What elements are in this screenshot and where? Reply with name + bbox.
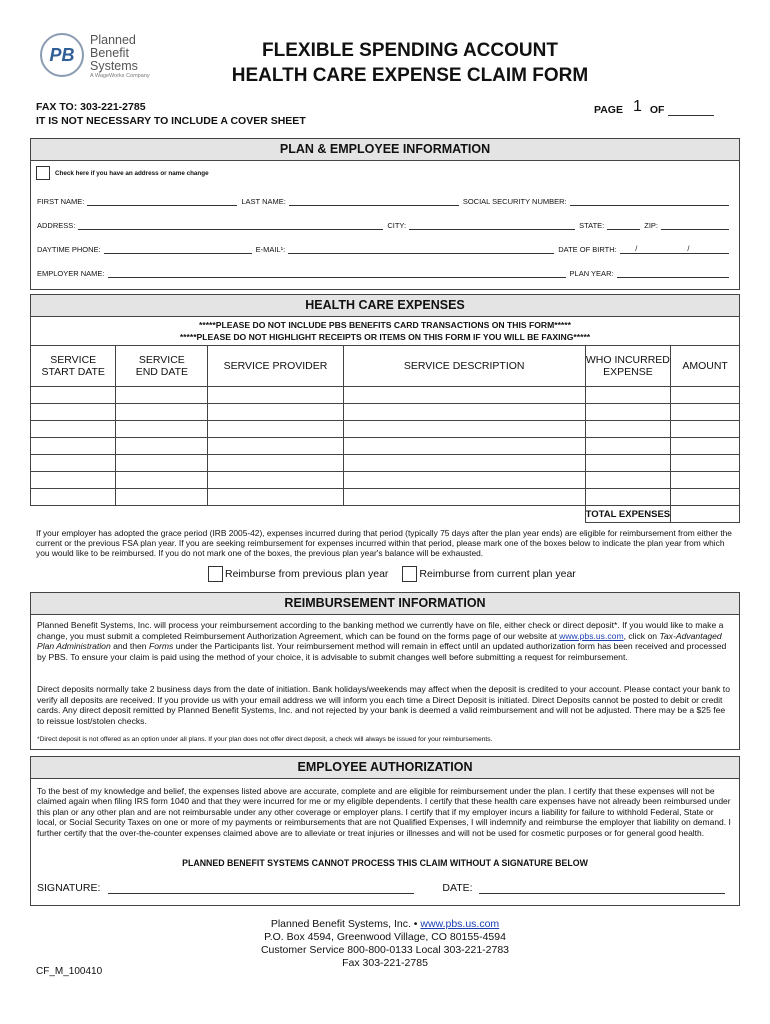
expense-cell-description[interactable] bbox=[343, 455, 585, 472]
signature-date-field[interactable] bbox=[479, 881, 725, 894]
expense-cell-description[interactable] bbox=[343, 404, 585, 421]
state-label: STATE: bbox=[579, 221, 605, 230]
ssn-field[interactable] bbox=[570, 196, 729, 206]
total-spacer bbox=[31, 506, 586, 523]
col-who-incurred bbox=[585, 346, 670, 387]
footer-fax: Fax 303-221-2785 bbox=[342, 957, 428, 969]
plan-year-label: PLAN YEAR: bbox=[569, 269, 614, 278]
phone-field[interactable] bbox=[104, 244, 252, 254]
expense-cell-service-end[interactable] bbox=[116, 421, 208, 438]
expense-cell-description[interactable] bbox=[343, 438, 585, 455]
col-service-start bbox=[31, 346, 116, 387]
first-name-field[interactable] bbox=[87, 196, 237, 206]
footer-company: Planned Benefit Systems, Inc. • bbox=[270, 918, 421, 930]
expense-row bbox=[31, 421, 740, 438]
form-title bbox=[150, 38, 670, 88]
name-change-row bbox=[36, 166, 209, 180]
footer-website-link[interactable]: www.pbs.us.com bbox=[420, 918, 500, 930]
email-label: E-MAIL¹: bbox=[255, 245, 286, 254]
col-amount: AMOUNT bbox=[671, 346, 740, 387]
expense-cell-who-incurred[interactable] bbox=[585, 404, 670, 421]
col-who-incurred-line1: WHO INCURRED bbox=[585, 354, 670, 366]
plan-employee-section bbox=[30, 138, 740, 290]
page-of-label: OF bbox=[649, 104, 665, 116]
phone-label: DAYTIME PHONE: bbox=[37, 245, 101, 254]
footer-contact bbox=[150, 918, 620, 970]
reimbursement-p1-d: under the Participants list. Your reimbursement method will remain in effect until an updated authorization form has been received and processed by PBS. To ensure your claim is paid using the method of your choice, it is advisable to submit changes well before submitting a request for reimbursement. bbox=[37, 641, 727, 662]
state-field[interactable] bbox=[607, 220, 640, 230]
signature-field[interactable] bbox=[108, 881, 414, 894]
expense-cell-service-end[interactable] bbox=[116, 489, 208, 506]
expense-cell-amount[interactable] bbox=[671, 421, 740, 438]
col-who-incurred-line2: EXPENSE bbox=[603, 366, 653, 378]
current-year-checkbox[interactable] bbox=[402, 566, 417, 582]
expense-cell-who-incurred[interactable] bbox=[585, 472, 670, 489]
expense-cell-amount[interactable] bbox=[671, 387, 740, 404]
date-label: DATE: bbox=[442, 882, 473, 894]
authorization-heading: EMPLOYEE AUTHORIZATION bbox=[31, 757, 739, 779]
signature-label: SIGNATURE: bbox=[37, 882, 101, 894]
col-service-end bbox=[116, 346, 208, 387]
reimbursement-p1-forms: Forms bbox=[148, 641, 174, 651]
expense-row bbox=[31, 489, 740, 506]
expense-cell-service-end[interactable] bbox=[116, 438, 208, 455]
footer-customer-service: Customer Service 800-800-0133 Local 303-221-2783 bbox=[260, 944, 510, 956]
contact-row bbox=[37, 244, 733, 254]
last-name-field[interactable] bbox=[289, 196, 459, 206]
reimbursement-heading: REIMBURSEMENT INFORMATION bbox=[31, 593, 739, 615]
expense-row bbox=[31, 387, 740, 404]
expense-cell-who-incurred[interactable] bbox=[585, 421, 670, 438]
reimbursement-paragraph-2: Direct deposits normally take 2 business days from the date of initiation. Bank holidays/weekends may affect when the deposit is credited to your account. Please contact your bank to verify all deposits are received. If you provide us with your email address we will inform you each time a Direct Deposit is initiated. Direct Deposits cannot be posted to debit or credit cards. Any direct deposit remitted by Planned Benefit Systems, Inc. and not rejected by your bank is deemed a valid reimbursement and will not be adjusted. There may be a $25 fee to reissue lost/stolen checks. bbox=[37, 684, 730, 726]
expense-cell-provider[interactable] bbox=[208, 472, 344, 489]
warning-highlight: *****PLEASE DO NOT HIGHLIGHT RECEIPTS OR ITEMS ON THIS FORM IF YOU WILL BE FAXING***** bbox=[179, 332, 591, 342]
zip-label: ZIP: bbox=[644, 221, 659, 230]
expense-cell-who-incurred[interactable] bbox=[585, 387, 670, 404]
expenses-table bbox=[30, 345, 740, 523]
cover-sheet-note: IT IS NOT NECESSARY TO INCLUDE A COVER SHEET bbox=[36, 115, 306, 127]
expenses-header-row bbox=[31, 346, 740, 387]
warning-benefits-card: *****PLEASE DO NOT INCLUDE PBS BENEFITS CARD TRANSACTIONS ON THIS FORM***** bbox=[199, 320, 571, 330]
expenses-section bbox=[30, 294, 740, 346]
expense-cell-service-start[interactable] bbox=[31, 438, 116, 455]
expense-row bbox=[31, 404, 740, 421]
reimbursement-p1-tax-plan: Tax-Advantaged Plan Administration bbox=[37, 630, 722, 651]
expense-cell-service-start[interactable] bbox=[31, 455, 116, 472]
email-field[interactable] bbox=[288, 244, 554, 254]
expense-cell-amount[interactable] bbox=[671, 404, 740, 421]
reimbursement-p1-b: , click on bbox=[623, 630, 660, 641]
first-name-label: FIRST NAME: bbox=[37, 197, 85, 206]
direct-deposit-note: *Direct deposit is not offered as an option under all plans. If your plan does not offer direct deposit, a check will always be issued for your reimbursements. bbox=[37, 736, 493, 743]
signature-row bbox=[37, 881, 725, 894]
dob-field[interactable]: / / bbox=[620, 244, 729, 254]
fax-info bbox=[36, 100, 306, 128]
page-label: PAGE bbox=[594, 104, 623, 116]
logo-mark: PB bbox=[40, 33, 84, 77]
expense-cell-amount[interactable] bbox=[671, 489, 740, 506]
address-row bbox=[37, 220, 733, 230]
title-line1: FLEXIBLE SPENDING ACCOUNT bbox=[262, 40, 558, 61]
employer-row bbox=[37, 268, 733, 278]
previous-year-label: Reimburse from previous plan year bbox=[225, 568, 389, 580]
name-change-label: Check here if you have an address or name change bbox=[55, 169, 209, 177]
expense-cell-service-start[interactable] bbox=[31, 489, 116, 506]
reimbursement-section bbox=[30, 592, 740, 750]
col-service-end-line2: END DATE bbox=[135, 366, 189, 378]
fax-number: FAX TO: 303-221-2785 bbox=[36, 101, 146, 113]
expense-cell-description[interactable] bbox=[343, 472, 585, 489]
signature-warning: PLANNED BENEFIT SYSTEMS CANNOT PROCESS THIS CLAIM WITHOUT A SIGNATURE BELOW bbox=[182, 858, 588, 868]
expense-row bbox=[31, 438, 740, 455]
expense-row bbox=[31, 455, 740, 472]
expense-cell-amount[interactable] bbox=[671, 472, 740, 489]
expense-cell-provider[interactable] bbox=[208, 489, 344, 506]
logo-name bbox=[90, 34, 138, 73]
last-name-label: LAST NAME: bbox=[241, 197, 286, 206]
expense-cell-who-incurred[interactable] bbox=[585, 489, 670, 506]
expense-cell-description[interactable] bbox=[343, 387, 585, 404]
page-number: 1 bbox=[632, 98, 642, 115]
page-counter bbox=[594, 98, 714, 116]
plan-year-options bbox=[208, 566, 576, 582]
logo-name-line2: Benefit bbox=[90, 46, 129, 60]
form-code: CF_M_100410 bbox=[36, 966, 103, 977]
title-line2: HEALTH CARE EXPENSE CLAIM FORM bbox=[231, 65, 589, 86]
expense-cell-service-end[interactable] bbox=[116, 455, 208, 472]
col-service-description: SERVICE DESCRIPTION bbox=[343, 346, 585, 387]
zip-field[interactable] bbox=[661, 220, 729, 230]
authorization-text: To the best of my knowledge and belief, the expenses listed above are accurate, complete and are eligible for reimbursement under the plan. I certify that these expenses will not be claimed again when filing IRS form 1040 and that they were incurred for me or my eligible dependents. I certify that these health care expenses have not already been reimbursed under this plan or any other plan and are not reimbursable under any other coverage or employer plans. I certify that if my employer incurs a liability for failure to withhold Federal, State or local, or Social Security Taxes on one or more of my payments or reimbursements that are not Qualified Expenses, I will indemnify and reimburse the employer that liability on demand. I further certify that the over-the-counter expenses claimed above are to alleviate or treat injuries or illnesses and will not be used for cosmetic purposes or for general good health. bbox=[37, 786, 731, 838]
authorization-section bbox=[30, 756, 740, 906]
expense-cell-provider[interactable] bbox=[208, 421, 344, 438]
name-change-checkbox[interactable] bbox=[36, 166, 50, 180]
expense-cell-amount[interactable] bbox=[671, 455, 740, 472]
footer-company-line bbox=[150, 918, 620, 931]
company-logo bbox=[40, 30, 160, 82]
col-service-start-line2: START DATE bbox=[41, 366, 105, 378]
employer-field[interactable] bbox=[108, 268, 566, 278]
name-row bbox=[37, 196, 733, 206]
ssn-label: SOCIAL SECURITY NUMBER: bbox=[462, 197, 567, 206]
expense-cell-service-start[interactable] bbox=[31, 404, 116, 421]
city-field[interactable] bbox=[409, 220, 575, 230]
expense-cell-provider[interactable] bbox=[208, 438, 344, 455]
employer-label: EMPLOYER NAME: bbox=[37, 269, 105, 278]
reimbursement-paragraph-1 bbox=[37, 620, 731, 662]
pbs-website-link[interactable]: www.pbs.us.com bbox=[559, 630, 624, 641]
expense-cell-service-start[interactable] bbox=[31, 421, 116, 438]
total-expenses-field[interactable] bbox=[671, 506, 740, 523]
expense-cell-service-end[interactable] bbox=[116, 404, 208, 421]
expense-cell-description[interactable] bbox=[343, 489, 585, 506]
address-field[interactable] bbox=[78, 220, 383, 230]
dob-label: DATE OF BIRTH: bbox=[558, 245, 617, 254]
expense-cell-service-start[interactable] bbox=[31, 387, 116, 404]
city-label: CITY: bbox=[387, 221, 407, 230]
address-label: ADDRESS: bbox=[37, 221, 76, 230]
grace-period-text: If your employer has adopted the grace period (IRB 2005-42), expenses incurred during that period (typically 75 days after the plan year ends) are eligible for reimbursement from either the current or the previous FSA plan year. If you are seeking reimbursement for expenses incurred within that period, please mark one of the boxes below to indicate the plan year from which you would like to be reimbursed. If you do not mark one of the boxes, the previous plan year's balance will be exhausted. bbox=[36, 528, 732, 559]
plan-employee-heading: PLAN & EMPLOYEE INFORMATION bbox=[31, 139, 739, 161]
expense-cell-provider[interactable] bbox=[208, 455, 344, 472]
reimbursement-p1-a: Planned Benefit Systems, Inc. will process your reimbursement according to the banking method we currently have on file, either check or direct deposit*. If you would like to make a change, you must submit a completed Reimbursement Authorization Agreement, which can be found on the forms page of our website at bbox=[37, 620, 724, 641]
expense-cell-provider[interactable] bbox=[208, 404, 344, 421]
page-total-field[interactable] bbox=[668, 105, 714, 116]
col-service-start-line1: SERVICE bbox=[50, 354, 97, 366]
total-expenses-label: TOTAL EXPENSES bbox=[585, 506, 670, 523]
expense-cell-description[interactable] bbox=[343, 421, 585, 438]
col-service-end-line1: SERVICE bbox=[138, 354, 185, 366]
expense-cell-amount[interactable] bbox=[671, 438, 740, 455]
previous-year-checkbox[interactable] bbox=[208, 566, 223, 582]
logo-name-line1: Planned bbox=[90, 33, 136, 47]
footer-address: P.O. Box 4594, Greenwood Village, CO 80155-4594 bbox=[264, 931, 506, 943]
expense-cell-service-start[interactable] bbox=[31, 472, 116, 489]
current-year-label: Reimburse from current plan year bbox=[419, 568, 576, 580]
expense-cell-provider[interactable] bbox=[208, 387, 344, 404]
total-row bbox=[31, 506, 740, 523]
reimbursement-p1-c: and then bbox=[110, 641, 149, 651]
plan-year-field[interactable] bbox=[617, 268, 729, 278]
expense-cell-service-end[interactable] bbox=[116, 387, 208, 404]
col-service-provider: SERVICE PROVIDER bbox=[208, 346, 344, 387]
logo-name-line3: Systems bbox=[90, 59, 138, 73]
expenses-warnings bbox=[31, 319, 739, 343]
expense-cell-service-end[interactable] bbox=[116, 472, 208, 489]
expenses-heading: HEALTH CARE EXPENSES bbox=[31, 295, 739, 317]
expense-cell-who-incurred[interactable] bbox=[585, 438, 670, 455]
expense-cell-who-incurred[interactable] bbox=[585, 455, 670, 472]
expense-row bbox=[31, 472, 740, 489]
logo-tagline: A WageWorks Company bbox=[90, 73, 150, 79]
